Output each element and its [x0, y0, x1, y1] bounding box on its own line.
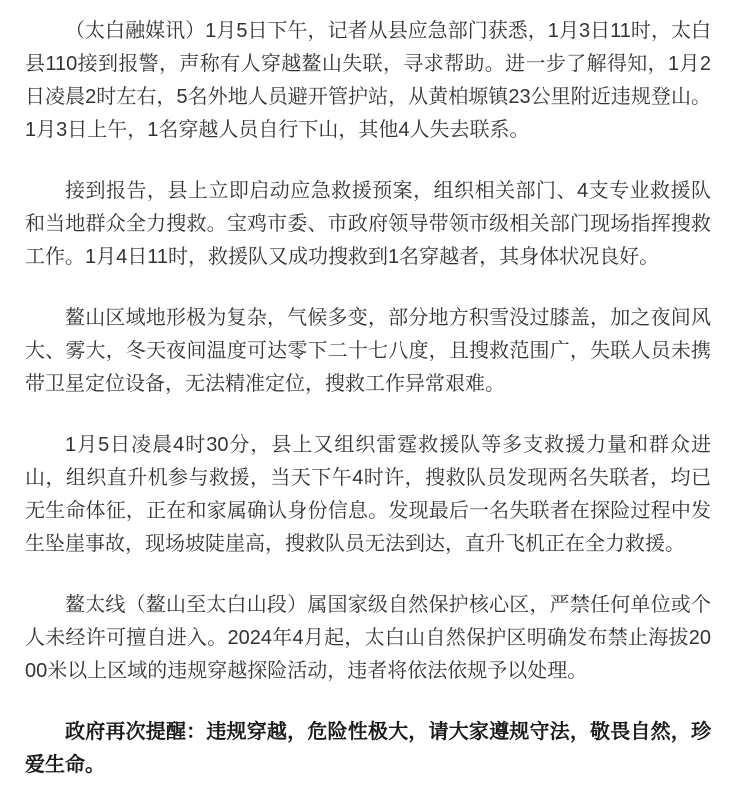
- government-warning: 政府再次提醒：违规穿越，危险性极大，请大家遵规守法，敬畏自然，珍爱生命。: [25, 721, 711, 776]
- paragraph-incident-report: （太白融媒讯）1月5日下午，记者从县应急部门获悉，1月3日11时，太白县110接到报警，声称有人穿越鳌山失联，寻求帮助。进一步了解得知，1月2日凌晨2时左右，5名外地人员避开管护站，从黄柏塬镇23公里附近违规登山。1月3日上午，1名穿越人员自行下山，其他4人失去联系。: [25, 20, 711, 141]
- paragraph-protection-regulations: 鳌太线（鳌山至太白山段）属国家级自然保护核心区，严禁任何单位或个人未经许可擅自进入。2024年4月起，太白山自然保护区明确发布禁止海拔2000米以上区域的违规穿越探险活动，违者将依法依规予以处理。: [25, 594, 711, 682]
- paragraph-rescue-progress: 1月5日凌晨4时30分，县上又组织雷霆救援队等多支救援力量和群众进山，组织直升机参与救援，当天下午4时许，搜救队员发现两名失联者，均已无生命体征，正在和家属确认身份信息。发现最后一名失联者在探险过程中发生坠崖事故，现场坡陡崖高，搜救队员无法到达，直升飞机正在全力救援。: [25, 434, 711, 555]
- paragraph-rescue-launch: 接到报告，县上立即启动应急救援预案，组织相关部门、4支专业救援队和当地群众全力搜救。宝鸡市委、市政府领导带领市级相关部门现场指挥搜救工作。1月4日11时，救援队又成功搜救到1名穿越者，其身体状况良好。: [25, 180, 711, 268]
- paragraph-terrain-difficulty: 鳌山区域地形极为复杂，气候多变，部分地方积雪没过膝盖，加之夜间风大、雾大，冬天夜间温度可达零下二十七八度，且搜救范围广，失联人员未携带卫星定位设备，无法精准定位，搜救工作异常艰难。: [25, 307, 711, 395]
